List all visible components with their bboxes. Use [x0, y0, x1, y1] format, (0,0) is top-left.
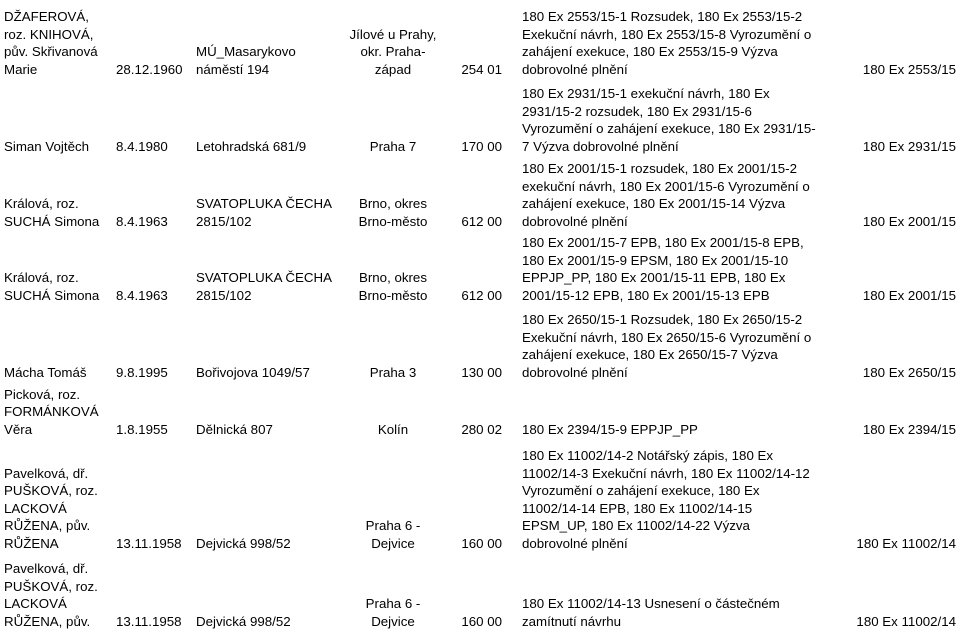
case-reference: 180 Ex 11002/14 — [856, 535, 956, 551]
birth-date: 13.11.1958 — [116, 613, 182, 629]
debtor-name: Pavelková, dř. PUŠKOVÁ, roz. LACKOVÁ RŮŽENA, pův. — [4, 561, 98, 629]
city: Brno, okres Brno-město — [358, 270, 428, 303]
city: Praha 6 - Dejvice — [365, 518, 421, 551]
table-row — [0, 553, 960, 631]
documents-description: 180 Ex 2650/15-1 Rozsudek, 180 Ex 2650/15-2 Exekuční návrh, 180 Ex 2650/15-6 Vyrozumění o zahájení exekuce, 180 Ex 2650/15-7 Výzva dobrovolné plnění — [522, 312, 812, 380]
postal-code: 254 01 — [461, 61, 502, 77]
debtor-name: DŽAFEROVÁ, roz. KNIHOVÁ, pův. Skřivanová Marie — [4, 9, 98, 77]
case-reference: 180 Ex 2931/15 — [862, 138, 956, 154]
case-reference: 180 Ex 2001/15 — [862, 213, 956, 229]
debtor-name: Králová, roz. SUCHÁ Simona — [4, 270, 100, 303]
street-address: MÚ_Masarykovo náměstí 194 — [196, 44, 296, 77]
table-row — [0, 305, 960, 382]
street-address: Letohradská 681/9 — [196, 138, 307, 154]
documents-description: 180 Ex 2553/15-1 Rozsudek, 180 Ex 2553/15-2 Exekuční návrh, 180 Ex 2553/15-8 Vyrozumění o zahájení exekuce, 180 Ex 2553/15-9 Výzva dobrovolné plnění — [522, 9, 812, 77]
birth-date: 9.8.1995 — [116, 364, 168, 380]
postal-code: 170 00 — [461, 138, 502, 154]
documents-description: 180 Ex 2001/15-7 EPB, 180 Ex 2001/15-8 EPB, 180 Ex 2001/15-9 EPSM, 180 Ex 2001/15-10 EPPJP_PP, 180 Ex 2001/15-11 EPB, 180 Ex 2001/15-12 EPB, 180 Ex 2001/15-13 EPB — [522, 235, 804, 303]
street-address: Dělnická 807 — [196, 421, 273, 437]
documents-description: 180 Ex 11002/14-13 Usnesení o částečném zamítnutí návrhu — [522, 596, 780, 629]
documents-description: 180 Ex 2931/15-1 exekuční návrh, 180 Ex 2931/15-2 rozsudek, 180 Ex 2931/15-6 Vyrozumění o zahájení exekuce, 180 Ex 2931/15- 7 Výzva dobrovolné plnění — [522, 86, 816, 154]
documents-description: 180 Ex 2001/15-1 rozsudek, 180 Ex 2001/15-2 exekuční návrh, 180 Ex 2001/15-6 Vyrozumění o zahájení exekuce, 180 Ex 2001/15-14 Výzva dobrovolné plnění — [522, 161, 810, 229]
birth-date: 1.8.1955 — [116, 421, 168, 437]
birth-date: 13.11.1958 — [116, 535, 182, 551]
debtor-name: Siman Vojtěch — [4, 138, 90, 154]
street-address: SVATOPLUKA ČECHA 2815/102 — [196, 270, 332, 303]
city: Jílové u Prahy, okr. Praha- západ — [349, 26, 437, 77]
postal-code: 130 00 — [461, 364, 502, 380]
birth-date: 28.12.1960 — [116, 61, 183, 77]
debtor-name: Picková, roz. FORMÁNKOVÁ Věra — [4, 386, 99, 437]
birth-date: 8.4.1963 — [116, 287, 168, 303]
city: Kolín — [377, 421, 409, 437]
postal-code: 160 00 — [461, 613, 502, 629]
table-row — [0, 0, 960, 79]
city: Brno, okres Brno-město — [358, 196, 428, 229]
birth-date: 8.4.1980 — [116, 138, 168, 154]
postal-code: 160 00 — [461, 535, 502, 551]
table-row — [0, 382, 960, 439]
postal-code: 612 00 — [461, 287, 502, 303]
street-address: Dejvická 998/52 — [196, 535, 291, 551]
city: Praha 6 - Dejvice — [365, 596, 421, 629]
debtor-name: Králová, roz. SUCHÁ Simona — [4, 196, 100, 229]
city: Praha 3 — [369, 364, 417, 380]
documents-description: 180 Ex 11002/14-2 Notářský zápis, 180 Ex 11002/14-3 Exekuční návrh, 180 Ex 11002/14-12 Vyrozumění o zahájení exekuce, 180 Ex 11002/14-14 EPB, 180 Ex 11002/14-15 EPSM_UP, 180 Ex 11002/14-22 Výzva dobrovolné plnění — [522, 448, 810, 551]
postal-code: 280 02 — [461, 421, 502, 437]
city: Praha 7 — [369, 138, 417, 154]
case-reference: 180 Ex 2001/15 — [862, 287, 956, 303]
case-reference: 180 Ex 11002/14 — [856, 613, 956, 629]
birth-date: 8.4.1963 — [116, 213, 168, 229]
table-row — [0, 156, 960, 231]
street-address: SVATOPLUKA ČECHA 2815/102 — [196, 196, 332, 229]
case-reference: 180 Ex 2553/15 — [862, 61, 956, 77]
table-row — [0, 79, 960, 156]
case-reference: 180 Ex 2394/15 — [862, 421, 956, 437]
debtor-name: Mácha Tomáš — [4, 364, 87, 380]
street-address: Dejvická 998/52 — [196, 613, 291, 629]
case-reference: 180 Ex 2650/15 — [862, 364, 956, 380]
postal-code: 612 00 — [461, 213, 502, 229]
street-address: Bořivojova 1049/57 — [196, 364, 310, 380]
table-row — [0, 231, 960, 305]
documents-description: 180 Ex 2394/15-9 EPPJP_PP — [522, 421, 698, 437]
table-row — [0, 439, 960, 553]
debtor-name: Pavelková, dř. PUŠKOVÁ, roz. LACKOVÁ RŮŽENA, pův. RŮŽENA — [4, 465, 98, 551]
